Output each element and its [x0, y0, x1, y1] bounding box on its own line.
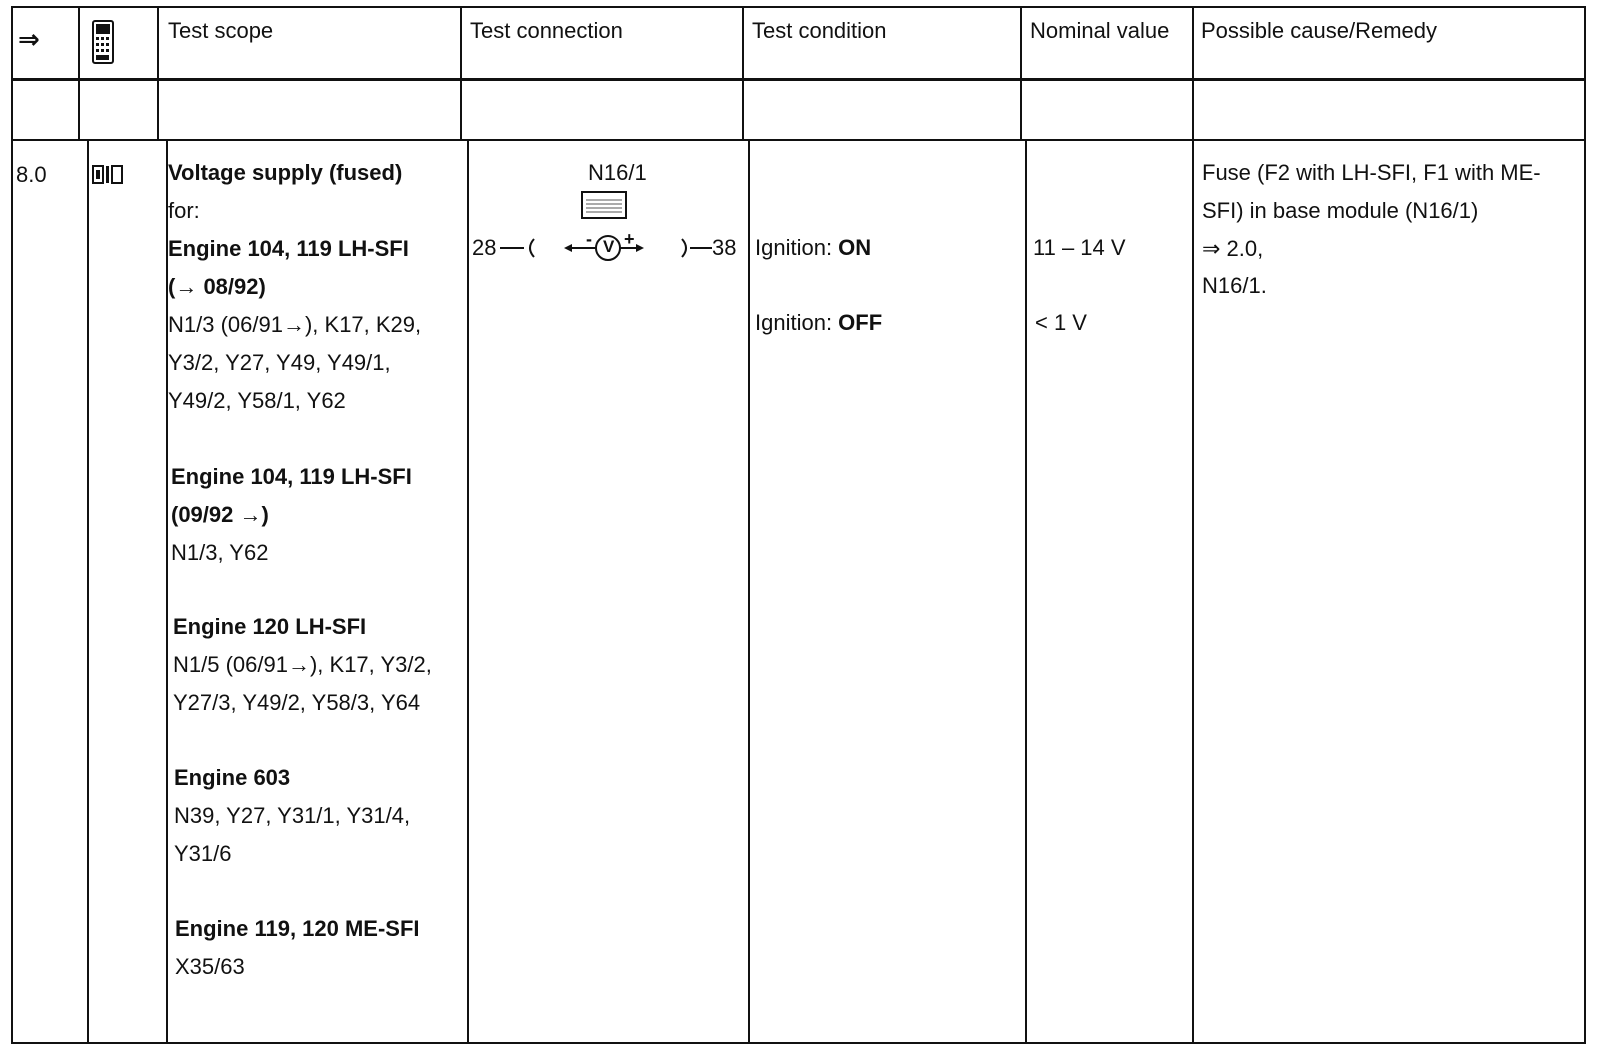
module-box-icon — [582, 192, 626, 218]
voltmeter-connection-diagram — [560, 160, 690, 270]
col-divider-4b — [748, 141, 750, 1044]
group-engine-line: (→ 08/92) — [168, 274, 266, 299]
scope-for: for: — [168, 198, 200, 223]
col-divider-5b — [1025, 141, 1027, 1044]
group-component-line: N39, Y27, Y31/1, Y31/4, — [174, 803, 411, 828]
group-engine-line: Engine 603 — [174, 765, 291, 790]
remedy-line: Fuse (F2 with LH-SFI, F1 with ME- — [1202, 160, 1541, 185]
header-arrow: ⇒ — [18, 24, 40, 54]
header-nominal-value: Nominal value — [1030, 18, 1170, 43]
group-engine-line: Engine 120 LH-SFI — [173, 614, 367, 639]
group-component-line: X35/63 — [175, 954, 245, 979]
group-component-line: Y27/3, Y49/2, Y58/3, Y64 — [173, 690, 421, 715]
pin-right-lead — [680, 231, 716, 266]
header-bottom-rule — [11, 78, 1586, 81]
nominal-value: < 1 V — [1035, 310, 1087, 335]
col-divider-2 — [157, 6, 159, 141]
group-component-line: N1/3 (06/91→), K17, K29, — [168, 312, 422, 337]
condition-label: Ignition: — [755, 235, 839, 260]
group-engine-line: Engine 119, 120 ME-SFI — [175, 916, 420, 941]
group-component-line: Y31/6 — [174, 841, 232, 866]
pin-left: 28 — [472, 235, 497, 260]
remedy-line: ⇒ 2.0, — [1202, 236, 1264, 261]
pin-left-lead — [498, 231, 538, 266]
remedy-line: SFI) in base module (N16/1) — [1202, 198, 1479, 223]
group-engine-line: Engine 104, 119 LH-SFI — [168, 236, 409, 261]
dim-socket-icon — [92, 164, 126, 186]
group-component-line: Y49/2, Y58/1, Y62 — [168, 388, 346, 413]
pin-right: 38 — [712, 235, 737, 260]
col-divider-6 — [1192, 6, 1194, 1044]
col-divider-5 — [1020, 6, 1022, 141]
col-divider-1 — [78, 6, 80, 141]
condition-state: OFF — [838, 310, 883, 335]
group-engine-line: (09/92 →) — [171, 502, 269, 527]
tester-device-icon — [91, 20, 115, 64]
group-component-line: Y3/2, Y27, Y49, Y49/1, — [168, 350, 391, 375]
nominal-value: 11 – 14 V — [1033, 235, 1126, 260]
group-engine-line: Engine 104, 119 LH-SFI — [171, 464, 412, 489]
condition-row — [755, 304, 882, 342]
remedy-line: N16/1. — [1202, 273, 1267, 298]
group-component-line: N1/3, Y62 — [171, 540, 269, 565]
module-label: N16/1 — [588, 160, 647, 185]
condition-label: Ignition: — [755, 310, 839, 335]
meter-minus: - — [586, 229, 592, 249]
col-divider-3b — [467, 141, 469, 1044]
col-divider-1b — [87, 141, 89, 1044]
row-number: 8.0 — [16, 162, 47, 187]
col-divider-4 — [742, 6, 744, 141]
voltmeter-label: V — [603, 237, 615, 256]
header-possible-cause: Possible cause/Remedy — [1201, 18, 1438, 43]
meter-plus: + — [624, 229, 635, 249]
condition-state: ON — [838, 235, 872, 260]
scope-title: Voltage supply (fused) — [168, 160, 403, 185]
group-component-line: N1/5 (06/91→), K17, Y3/2, — [173, 652, 432, 677]
header-test-condition: Test condition — [752, 18, 887, 43]
blank-row-bottom-rule — [11, 139, 1586, 141]
condition-row — [755, 229, 871, 267]
header-test-connection: Test connection — [470, 18, 623, 43]
header-test-scope: Test scope — [168, 18, 274, 43]
col-divider-3 — [460, 6, 462, 141]
